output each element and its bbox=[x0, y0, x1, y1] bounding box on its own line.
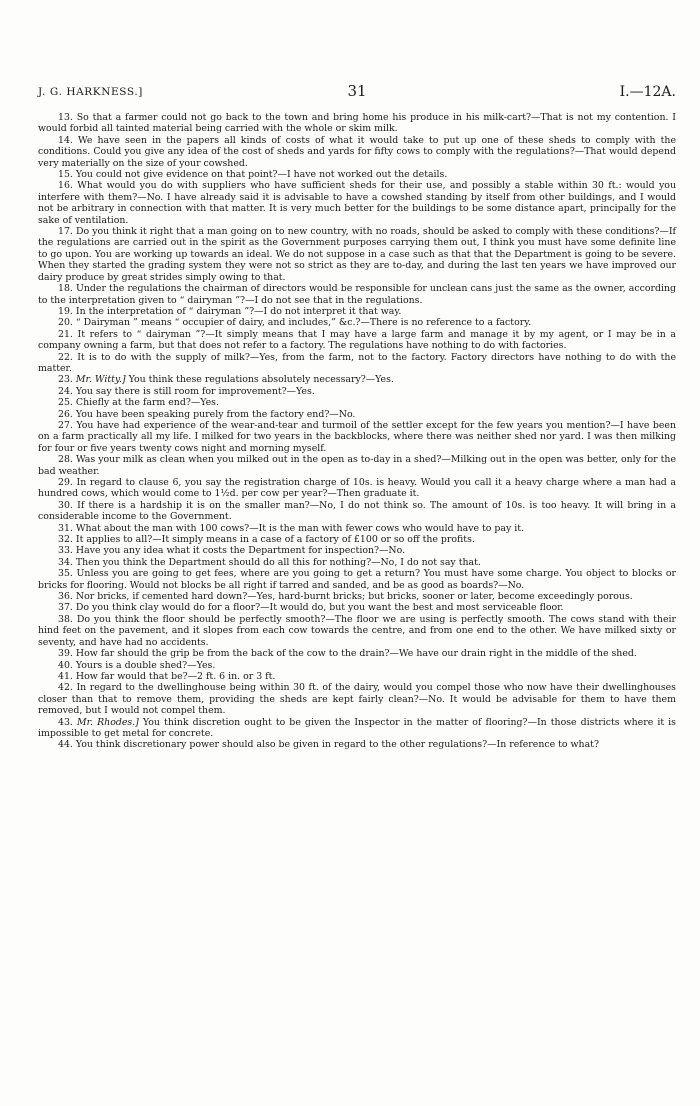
question-paragraph: 25. Chiefly at the farm end?—Yes. bbox=[58, 397, 219, 409]
question-text: You think discretion ought to be given the Inspector in the matter of flooring?—In those districts where it is impossible to get metal for concrete. bbox=[38, 716, 676, 739]
question-paragraph: 40. Yours is a double shed?—Yes. bbox=[58, 659, 216, 671]
question-paragraph bbox=[38, 717, 676, 740]
question-paragraph: 16. What would you do with suppliers who have sufficient sheds for their use, and possibly a stable within 30 ft.: would you interfere with them?—No. I have already said it is advisable to have a cowshed standing by itself from other buildings, and I would not be arbitrary in connection with that matter. It is very much better for the buildings to be some distance apart, principally for the sake of ventilation. bbox=[38, 180, 676, 226]
question-paragraph: 18. Under the regulations the chairman of directors would be responsible for unclean cans just the same as the owner, according to the interpretation given to “ dairyman ”?—I do not see that in the regulations. bbox=[38, 283, 676, 306]
question-paragraph: 33. Have you any idea what it costs the Department for inspection?—No. bbox=[58, 545, 406, 557]
question-text: You think these regulations absolutely necessary?—Yes. bbox=[125, 374, 394, 386]
question-number: 43. bbox=[58, 716, 73, 728]
question-paragraph: 34. Then you think the Department should do all this for nothing?—No, I do not say that. bbox=[58, 556, 481, 568]
question-paragraph: 20. “ Dairyman ” means “ occupier of dairy, and includes,” &c.?—There is no reference to a factory. bbox=[58, 317, 532, 329]
question-paragraph: 28. Was your milk as clean when you milked out in the open as to-day in a shed?—Milking out in the open was better, only for the bad weather. bbox=[38, 454, 676, 477]
question-paragraph bbox=[38, 374, 676, 385]
question-paragraph: 27. You have had experience of the wear-and-tear and turmoil of the settler except for the few years you mention?—I have been on a farm practically all my life. I milked for two years in the backblocks, where there was neither shed nor yard. I was then milking for four or five years twenty cows night and morning myself. bbox=[38, 419, 676, 454]
speaker-name: Mr. Witty.] bbox=[75, 374, 126, 386]
question-paragraph: 37. Do you think clay would do for a floor?—It would do, but you want the best and most serviceable floor. bbox=[58, 602, 564, 614]
question-paragraph: 19. In the interpretation of “ dairyman ”?—I do not interpret it that way. bbox=[58, 305, 402, 317]
question-paragraph: 32. It applies to all?—It simply means in a case of a factory of £100 or so off the profits. bbox=[58, 534, 475, 546]
document-reference: I.—12A. bbox=[619, 84, 676, 100]
question-paragraph: 14. We have seen in the papers all kinds of costs of what it would take to put up one of these sheds to comply with the conditions. Could you give any idea of the cost of sheds and yards for fifty cows to comply with the regulations?—That would depend very materially on the size of your cowshed. bbox=[38, 134, 676, 169]
page-number: 31 bbox=[347, 82, 367, 100]
question-paragraph: 24. You say there is still room for improvement?—Yes. bbox=[58, 385, 315, 397]
question-paragraph: 26. You have been speaking purely from the factory end?—No. bbox=[58, 408, 356, 420]
question-paragraph: 15. You could not give evidence on that point?—I have not worked out the details. bbox=[58, 169, 448, 181]
question-paragraph: 38. Do you think the floor should be perfectly smooth?—The floor we are using is perfectly smooth. The cows stand with their hind feet on the pavement, and it slopes from each cow towards the centre, and from one end to the other. We have milked sixty or seventy, and have had no accidents. bbox=[38, 613, 676, 648]
question-paragraph: 30. If there is a hardship it is on the smaller man?—No, I do not think so. The amount of 10s. is too heavy. It will bring in a considerable income to the Government. bbox=[38, 499, 676, 523]
question-paragraph: 31. What about the man with 100 cows?—It is the man with fewer cows who would have to pay it. bbox=[58, 522, 525, 534]
question-paragraph: 39. How far should the grip be from the back of the cow to the drain?—We have our drain right in the middle of the shed. bbox=[58, 648, 637, 660]
page-header bbox=[38, 82, 676, 102]
question-paragraph: 35. Unless you are going to get fees, where are you going to get a return? You must have some charge. You object to blocks or bricks for flooring. Would not blocks be all right if tarred and sanded, and be as good as boards?—No. bbox=[38, 568, 676, 591]
question-paragraph: 42. In regard to the dwellinghouse being within 30 ft. of the dairy, would you compel those who now have their dwellinghouses closer than that to remove them, providing the sheds are kept fairly clean?—No. It would be advisable for them to have them removed, but I would not compel them. bbox=[38, 682, 676, 717]
question-paragraph: 41. How far would that be?—2 ft. 6 in. or 3 ft. bbox=[58, 670, 276, 682]
question-paragraph: 29. In regard to clause 6, you say the registration charge of 10s. is heavy. Would you call it a heavy charge where a man had a hundred cows, which would come to 1½d. per cow per year?—Then graduate it. bbox=[38, 477, 676, 500]
question-number: 23. bbox=[58, 374, 73, 386]
witness-name: J. G. HARKNESS.] bbox=[38, 86, 143, 98]
question-paragraph: 21. It refers to “ dairyman ”?—It simply means that I may have a large farm and manage it by my agent, or I may be in a company owning a farm, but that does not refer to a factory. The regulations have nothing to do with factories. bbox=[38, 328, 676, 352]
question-paragraph: 17. Do you think it right that a man going on to new country, with no roads, should be asked to comply with these conditions?—If the regulations are carried out in the spirit as the Government purposes carrying them out, I think you must have some definite line to go upon. You are working up towards an ideal. We do not suppose in a case such as that that the Department is going to be severe. When they started the grading system they were not so strict as they are to-day, and during the last ten years we have improved our dairy produce by great strides simply owing to that. bbox=[38, 226, 676, 283]
speaker-name: Mr. Rhodes.] bbox=[77, 716, 139, 728]
question-paragraph: 22. It is to do with the supply of milk?—Yes, from the farm, not to the factory. Factory directors have nothing to do with the matter. bbox=[38, 351, 676, 374]
question-paragraph: 36. Nor bricks, if cemented hard down?—Yes, hard-burnt bricks; but bricks, sooner or later, become exceedingly porous. bbox=[58, 591, 633, 603]
question-paragraph: 44. You think discretionary power should also be given in regard to the other regulations?—In reference to what? bbox=[58, 739, 599, 751]
document-body bbox=[38, 112, 676, 751]
question-paragraph: 13. So that a farmer could not go back to the town and bring home his produce in his milk-cart?—That is not my contention. I would forbid all tainted material being carried with the whole or skim milk. bbox=[38, 112, 676, 135]
